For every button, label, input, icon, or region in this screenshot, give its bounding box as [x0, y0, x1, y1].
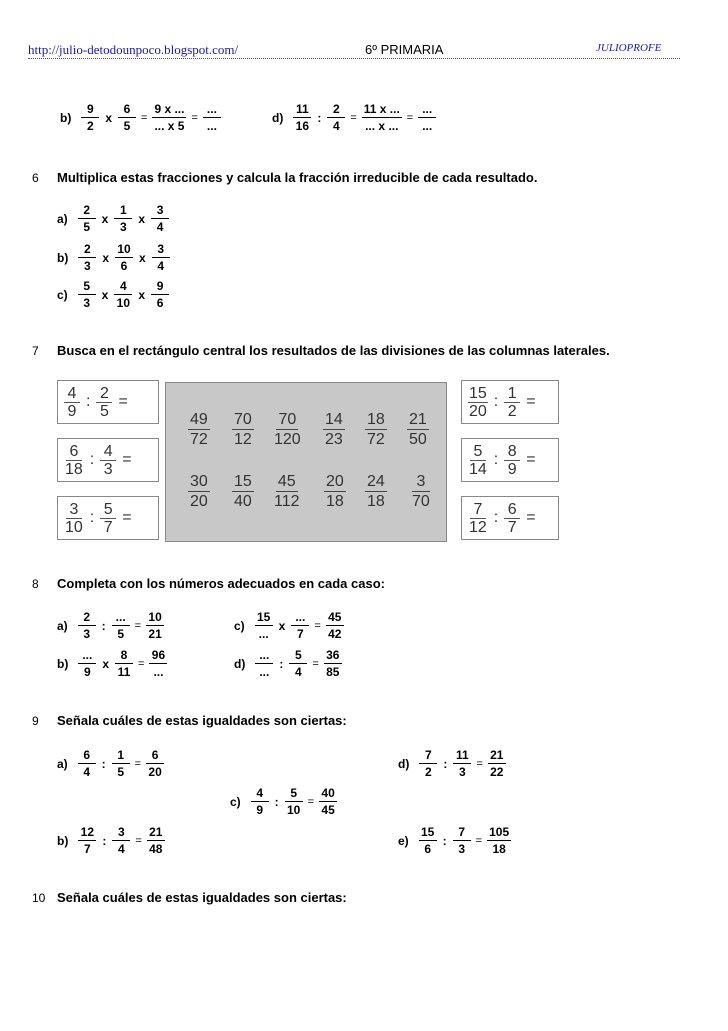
fraction: 10 6 [115, 242, 133, 273]
header-url[interactable]: http://julio-detodounpoco.blogspot.com/ [28, 42, 239, 57]
question-number: 10 [32, 891, 46, 905]
right-division-box-3 [461, 496, 559, 540]
equals-sign: = [134, 619, 142, 632]
divide-sign: : [89, 451, 95, 468]
equals-sign: = [191, 111, 198, 124]
q9-item-a[interactable] [57, 748, 164, 779]
header-grade: 6º PRIMARIA [365, 42, 444, 57]
fraction: $\frac{7}{3}$ [453, 825, 471, 856]
q8-item-d [234, 648, 342, 679]
fraction: $\frac{2}{4}$ [327, 102, 345, 133]
fraction: $\frac{1}{2}$ [504, 385, 520, 420]
fraction: 6 18 [65, 442, 83, 478]
result-fraction: $\frac{14}{23}$ [325, 411, 343, 448]
times-sign: x [278, 618, 286, 633]
fraction-blank[interactable]: ... 9 [78, 648, 96, 679]
item-label: a) [57, 618, 68, 633]
equals-sign: = [350, 111, 357, 124]
q9-item-b[interactable] [57, 825, 165, 856]
question-number: 9 [32, 714, 39, 728]
fraction: 2 5 [78, 203, 96, 234]
equals-sign: = [122, 509, 132, 526]
fraction: 6 4 [78, 748, 96, 779]
question-text: Completa con los números adecuados en cada caso: [57, 576, 385, 591]
equals-sign: = [141, 111, 148, 124]
fraction: $\frac{5}{7}$ [100, 501, 116, 536]
item-label: e) [398, 833, 409, 848]
times-sign: x [105, 110, 113, 125]
divide-sign: : [493, 393, 499, 410]
equals-sign: = [307, 795, 315, 808]
fraction: 5 3 [78, 279, 96, 310]
item-label: d) [234, 656, 246, 671]
fraction: $\frac{5}{10}$ [285, 786, 303, 817]
question-number: 6 [32, 171, 39, 185]
result-fraction: $\frac{70}{120}$ [274, 411, 301, 448]
result-fraction: $\frac{24}{18}$ [367, 473, 385, 510]
equals-sign: = [526, 451, 536, 468]
divide-sign: : [89, 509, 95, 526]
equals-sign: = [134, 757, 142, 770]
fraction: 15 20 [469, 384, 487, 420]
fraction: 4 9 [64, 385, 80, 420]
right-division-box-2 [461, 438, 559, 482]
q9-item-c[interactable] [230, 786, 337, 817]
equals-sign: = [406, 111, 414, 124]
fraction: $\frac{8}{9}$ [504, 443, 520, 478]
question-text: Busca en el rectángulo central los resultados de las divisiones de las columnas laterales. [57, 343, 610, 358]
divide-sign: : [102, 833, 107, 848]
fraction: 3 4 [151, 203, 169, 234]
fraction: $\frac{6}{7}$ [504, 501, 520, 536]
times-sign: x [101, 287, 109, 302]
item-label: b) [57, 833, 69, 848]
question-text: Señala cuáles de estas igualdades son ciertas: [57, 890, 347, 905]
result-fraction: $\frac{70}{12}$ [234, 411, 252, 448]
divide-sign: : [86, 393, 91, 410]
q6-item-a [57, 203, 169, 234]
item-label: b) [60, 110, 72, 125]
fraction: $\frac{1}{5}$ [112, 748, 130, 779]
item-label: c) [230, 794, 241, 809]
equals-sign: = [135, 834, 142, 847]
left-division-box-3 [57, 496, 159, 540]
fraction: $\frac{9 x ...}{... x 5}$ [154, 102, 185, 133]
result-fraction: $\frac{20}{18}$ [326, 473, 344, 510]
exercise-top-d [272, 102, 436, 133]
result-fraction: $\frac{3}{70}$ [412, 473, 430, 510]
divide-sign: : [493, 509, 499, 526]
fraction: 15 6 [419, 825, 437, 856]
results-rectangle [165, 382, 447, 542]
fraction: $\frac{40}{45}$ [319, 786, 337, 817]
result-fraction: $\frac{30}{20}$ [190, 473, 208, 510]
times-sign: x [138, 287, 146, 302]
left-division-box-2 [57, 438, 159, 482]
q8-item-c [234, 610, 344, 641]
fraction: $\frac{3}{4}$ [112, 825, 130, 856]
result-fraction: $\frac{15}{40}$ [234, 473, 252, 510]
equals-sign: = [118, 393, 128, 410]
fraction: ... ... [418, 102, 436, 133]
fraction-blank[interactable]: ... 5 [112, 610, 130, 641]
fraction: $\frac{36}{85}$ [324, 648, 342, 679]
times-sign: x [138, 211, 146, 226]
times-sign: x [139, 250, 146, 265]
result-fraction: $\frac{45}{112}$ [274, 473, 300, 510]
fraction: 7 2 [419, 748, 437, 779]
fraction-blank[interactable]: 15 ... [255, 610, 273, 641]
item-label: b) [57, 656, 69, 671]
fraction: $\frac{11}{3}$ [453, 748, 471, 779]
equals-sign: = [122, 451, 132, 468]
fraction: $\frac{21}{48}$ [147, 825, 165, 856]
q6-item-c [57, 279, 169, 310]
q6-item-b [57, 242, 170, 273]
fraction: $\frac{2}{5}$ [96, 385, 112, 420]
q9-item-d[interactable] [398, 748, 506, 779]
divide-sign: : [442, 833, 447, 848]
divide-sign: : [274, 794, 279, 809]
question-number: 7 [32, 344, 39, 358]
equals-sign: = [526, 393, 536, 410]
fraction: 5 14 [469, 442, 487, 478]
result-fraction: $\frac{18}{72}$ [367, 411, 385, 448]
item-label: a) [57, 211, 68, 226]
result-fraction: $\frac{49}{72}$ [190, 411, 208, 448]
item-label: d) [272, 110, 284, 125]
item-label: d) [398, 756, 410, 771]
item-label: c) [234, 618, 245, 633]
divide-sign: : [101, 756, 106, 771]
item-label: c) [57, 287, 68, 302]
right-division-box-1 [461, 380, 559, 424]
divide-sign: : [493, 451, 499, 468]
times-sign: x [102, 250, 110, 265]
item-label: a) [57, 756, 68, 771]
fraction: $\frac{21}{22}$ [488, 748, 506, 779]
question-text: Multiplica estas fracciones y calcula la fracción irreducible de cada resultado. [57, 170, 538, 185]
question-number: 8 [32, 577, 39, 591]
fraction: 7 12 [469, 500, 487, 536]
left-division-box-1 [57, 380, 159, 424]
times-sign: x [102, 656, 110, 671]
fraction: $\frac{6}{20}$ [146, 748, 164, 779]
fraction: $\frac{11 x ...}{... x ...}$ [363, 102, 400, 133]
divide-sign: : [101, 618, 106, 633]
equals-sign: = [526, 509, 536, 526]
fraction: 11 16 [293, 102, 311, 133]
equals-sign: = [476, 757, 483, 770]
times-sign: x [101, 211, 109, 226]
fraction: 2 3 [78, 242, 96, 273]
fraction: $\frac{6}{5}$ [118, 102, 136, 133]
header-author: JULIOPROFE [596, 42, 662, 54]
fraction: 2 3 [78, 610, 96, 641]
fraction: $\frac{10}{21}$ [146, 610, 164, 641]
fraction: 1 3 [114, 203, 132, 234]
fraction: $\frac{45}{42}$ [326, 610, 344, 641]
fraction: 9 6 [151, 279, 169, 310]
result-fraction: $\frac{21}{50}$ [409, 411, 427, 448]
exercise-top-b [60, 102, 221, 133]
fraction: $\frac{4}{3}$ [100, 443, 116, 478]
header-divider [28, 58, 680, 59]
fraction: 3 10 [65, 500, 83, 536]
divide-sign: : [279, 656, 284, 671]
fraction-blank[interactable]: ... 7 [291, 610, 309, 641]
fraction: 12 7 [78, 825, 96, 856]
q8-item-b [57, 648, 167, 679]
fraction: $\frac{8}{11}$ [115, 648, 133, 679]
divide-sign: : [317, 110, 322, 125]
divide-sign: : [443, 756, 448, 771]
equals-sign: = [138, 657, 145, 670]
q8-item-a [57, 610, 164, 641]
fraction: 9 2 [81, 102, 99, 133]
equals-sign: = [314, 619, 321, 632]
question-text: Señala cuáles de estas igualdades son ciertas: [57, 713, 347, 728]
item-label: b) [57, 250, 69, 265]
fraction-blank[interactable]: 96 ... [149, 648, 167, 679]
q9-item-e[interactable] [398, 825, 511, 856]
equals-sign: = [475, 834, 483, 847]
fraction: 4 9 [251, 786, 269, 817]
fraction: $\frac{5}{4}$ [289, 648, 307, 679]
fraction: $\frac{105}{18}$ [489, 825, 510, 856]
equals-sign: = [312, 657, 319, 670]
fraction: 3 4 [152, 242, 170, 273]
fraction-blank[interactable]: ... ... [255, 648, 273, 679]
fraction: 4 10 [114, 279, 132, 310]
fraction: ... ... [203, 102, 221, 133]
